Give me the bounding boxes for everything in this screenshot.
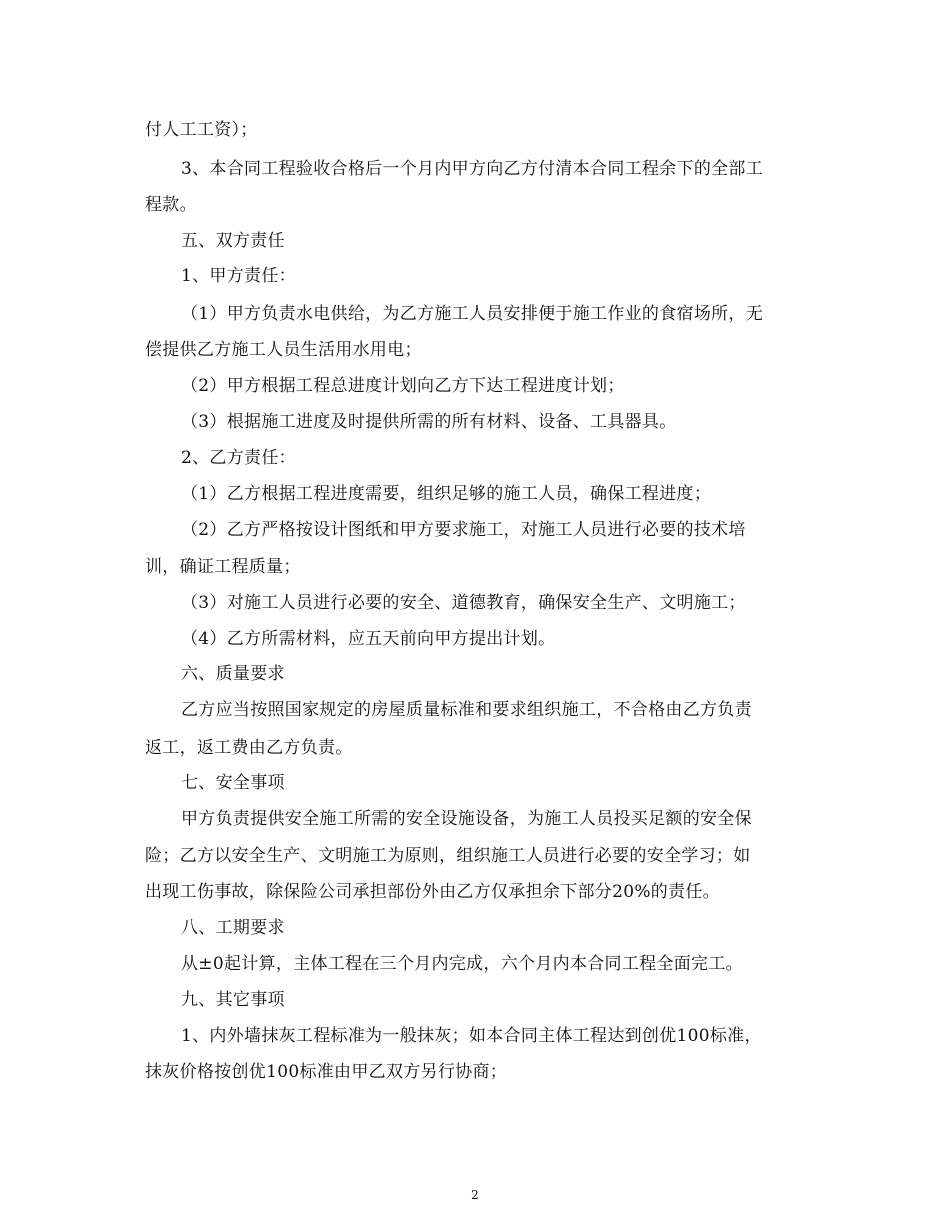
text-line: （1）乙方根据工程进度需要，组织足够的施工人员，确保工程进度； xyxy=(181,484,712,504)
text-line: （2）甲方根据工程总进度计划向乙方下达工程进度计划； xyxy=(181,376,625,396)
section-heading: 八、工期要求 xyxy=(181,918,285,938)
text-line: 抹灰价格按创优100标准由甲乙双方另行协商； xyxy=(145,1062,508,1082)
text-line: 1、内外墙抹灰工程标准为一般抹灰；如本合同主体工程达到创优100标准， xyxy=(181,1026,762,1046)
subsection-heading: 1、甲方责任： xyxy=(181,266,296,286)
text-line: 偿提供乙方施工人员生活用水用电； xyxy=(145,340,422,360)
section-heading: 九、其它事项 xyxy=(181,990,285,1010)
text-line: 训，确证工程质量； xyxy=(145,557,301,577)
text-line: （2）乙方严格按设计图纸和甲方要求施工，对施工人员进行必要的技术培 xyxy=(181,520,746,540)
text-line: 出现工伤事故，除保险公司承担部份外由乙方仅承担余下部分20%的责任。 xyxy=(145,882,720,902)
text-line: 险；乙方以安全生产、文明施工为原则，组织施工人员进行必要的安全学习；如 xyxy=(145,846,751,866)
text-line: （3）根据施工进度及时提供所需的所有材料、设备、工具器具。 xyxy=(181,412,677,432)
text-line: 返工，返工费由乙方负责。 xyxy=(145,738,353,758)
text-line: 乙方应当按照国家规定的房屋质量标准和要求组织施工，不合格由乙方负责 xyxy=(181,700,752,720)
section-heading: 七、安全事项 xyxy=(181,773,285,793)
text-line: （4）乙方所需材料，应五天前向甲方提出计划。 xyxy=(181,629,556,649)
text-line: （1）甲方负责水电供给，为乙方施工人员安排便于施工作业的食宿场所，无 xyxy=(181,304,764,324)
text-line: （3）对施工人员进行必要的安全、道德教育，确保安全生产、文明施工； xyxy=(181,593,746,613)
text-line: 3、本合同工程验收合格后一个月内甲方向乙方付清本合同工程余下的全部工 xyxy=(181,159,764,179)
section-heading: 六、质量要求 xyxy=(181,664,285,684)
text-line: 从±0起计算，主体工程在三个月内完成，六个月内本合同工程全面完工。 xyxy=(181,954,743,974)
text-line: 甲方负责提供安全施工所需的安全设施设备，为施工人员投买足额的安全保 xyxy=(181,809,752,829)
subsection-heading: 2、乙方责任： xyxy=(181,448,296,468)
text-line: 程款。 xyxy=(145,195,197,215)
page-number: 2 xyxy=(471,1188,479,1202)
section-heading: 五、双方责任 xyxy=(181,231,285,251)
text-line: 付人工工资）； xyxy=(145,120,258,140)
